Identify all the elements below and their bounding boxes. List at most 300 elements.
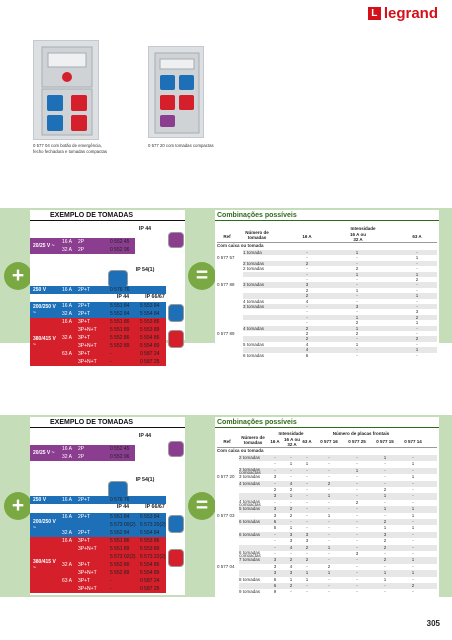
s1right-row-value: 2: [305, 287, 309, 293]
s1right-row-value: -: [306, 320, 308, 326]
s1right-ref-value: 0 577 57: [217, 255, 235, 261]
product-photo-2: [148, 46, 204, 138]
s2right-row-value: 2: [383, 544, 387, 550]
s2right-row-value: 6: [273, 519, 277, 524]
s2left-row-ref-ip44: 5 551 84: [110, 514, 130, 520]
s2right-row-value: 1: [411, 506, 415, 512]
s1left-row-poles: 3P+N+T: [78, 359, 97, 365]
s2right-row-value: -: [384, 589, 386, 595]
s1right-row-value: -: [356, 255, 358, 261]
s1left-row-ref-ip44: 0 552 45: [110, 239, 130, 245]
s2right-row-value: 2: [289, 583, 293, 588]
s1right-row-value: -: [416, 325, 418, 331]
s2right-row-label: 6 tomadas: [239, 531, 261, 537]
s1left-row-amperage: 16 A: [62, 319, 73, 325]
s1right-row-shade: [243, 272, 437, 277]
s2right-row-value: -: [328, 474, 330, 480]
s2right-row-value: -: [356, 493, 358, 499]
s2left-row-ref-ip44: 5 551 89: [110, 546, 130, 552]
s2right-row-value: -: [274, 544, 276, 550]
s2right-row-value: 2: [273, 487, 277, 492]
s2left-row-ref-ip44: 5 552 84: [110, 530, 130, 536]
s2left-row-ref-ip6667: 5 553 84: [140, 514, 160, 520]
s2left-row-ref-ip6667: 5 573 22(2): [140, 554, 166, 560]
s2right-row-value: -: [412, 499, 414, 505]
s2right-row-value: 1: [411, 557, 415, 563]
s1right-row-value: -: [416, 250, 418, 255]
s2right-row-value: -: [274, 480, 276, 486]
s2left-row-poles: 3P+N+T: [78, 546, 97, 552]
s1right-row-label: 4 tomadas: [243, 325, 265, 331]
s2right-row-value: -: [290, 455, 292, 460]
s2right-row-value: -: [306, 525, 308, 531]
s2right-row-value: -: [306, 563, 308, 569]
s1left-plug-image-2: [168, 304, 184, 322]
s2left-voltage-block: 250 V: [30, 496, 60, 504]
s1right-row-value: -: [416, 266, 418, 272]
s1left-row-ref-ip6667: 5 554 89: [140, 343, 160, 349]
s1right-row-value: -: [416, 282, 418, 288]
s2right-row-value: 1: [411, 512, 415, 518]
s2left-row-ref-ip44: 0 552 96: [110, 454, 130, 460]
s2right-header-ref: Ref: [223, 439, 231, 444]
s1left-row-amperage: 16 A: [62, 303, 73, 309]
s2right-row-value: -: [356, 474, 358, 480]
s2right-row-value: -: [306, 474, 308, 480]
s2right-row-value: 3: [289, 570, 293, 576]
s1right-row-value: 1: [355, 314, 359, 320]
s2right-row-value: -: [356, 557, 358, 563]
s2left-row-ref-ip6667: 5 554 89: [140, 570, 160, 576]
s1right-row-value: -: [356, 298, 358, 304]
s1right-row-value: -: [306, 255, 308, 261]
s1left-row-amperage: 63 A: [62, 351, 73, 357]
s2right-row-value: -: [306, 512, 308, 518]
s2right-row-value: -: [306, 499, 308, 505]
s2right-header-plate-ref: 0 577 14: [404, 439, 422, 444]
s1right-header-63a: 63 A: [412, 234, 422, 239]
s2right-row-value: 3: [273, 563, 277, 569]
s1right-row-shade: [243, 326, 437, 331]
s2right-row-value: -: [356, 570, 358, 576]
s2right-row-value: -: [274, 499, 276, 505]
s1left-row-poles: 3P+N+T: [78, 327, 97, 333]
s2right-row-value: -: [306, 455, 308, 460]
s2right-row-value: -: [356, 576, 358, 582]
s1right-ref-value: 0 577 88: [217, 282, 235, 288]
s1right-row-value: 2: [415, 277, 419, 282]
s2right-row-value: 1: [383, 455, 387, 460]
s2left-row-ref-ip6667: 5 553 89: [140, 546, 160, 552]
s1right-row-value: -: [356, 282, 358, 288]
s1right-row-value: -: [306, 250, 308, 255]
product-photo-1: [33, 40, 99, 140]
s2left-row-amperage: 63 A: [62, 578, 73, 584]
s1left-row-poles: 3P+N+T: [78, 343, 97, 349]
s2right-row-value: -: [356, 525, 358, 531]
s1right-row-value: 3: [355, 304, 359, 309]
enclosure-illustration-icon: [149, 47, 205, 139]
equals-icon: =: [188, 262, 216, 290]
s2left-row-amperage: 32 A: [62, 530, 73, 536]
s2right-row-value: 2: [305, 544, 309, 550]
equals-icon: =: [188, 492, 216, 520]
plus-icon: +: [4, 492, 32, 520]
s2right-row-value: -: [356, 538, 358, 544]
s2right-row-value: -: [384, 474, 386, 480]
s2left-row-ref-ip44: 0 576 76: [110, 497, 130, 503]
s2left-row-poles: 3P+N+T: [78, 570, 97, 576]
s2right-header-plate-ref: 0 577 16: [320, 439, 338, 444]
s1right-row-value: 2: [355, 266, 359, 272]
s1right-row-label: 2 tomadas: [243, 260, 265, 266]
brand-logo: [368, 5, 438, 22]
s2right-row-value: -: [384, 551, 386, 556]
s2right-row-value: -: [412, 487, 414, 492]
s1right-row-shade: [243, 315, 437, 320]
s1right-header-ref: Ref: [223, 234, 231, 239]
s1right-row-value: 4: [305, 347, 309, 353]
s2right-row-value: -: [274, 455, 276, 460]
s2right-row-value: -: [412, 551, 414, 556]
s2right-row-value: 3: [273, 474, 277, 480]
s2left-row-poles: 2P+T: [78, 530, 91, 536]
s2left-row-ref-ip6667: 0 587 24: [140, 578, 160, 584]
s2right-row-value: -: [306, 493, 308, 499]
s1right-row-label: 3 tomadas: [243, 304, 265, 309]
s1right-row-shade: [243, 250, 437, 255]
s1right-row-value: -: [416, 331, 418, 336]
s2right-row-value: 3: [273, 512, 277, 518]
s2left-row-ref-ip44: 5 552 89: [110, 570, 130, 576]
s2right-header-plate-ref: 0 577 25: [348, 439, 366, 444]
s1right-row-label: 3 tomadas: [243, 282, 265, 288]
s2right-row-value: 2: [289, 506, 293, 512]
s1right-row-value: -: [356, 336, 358, 342]
s1left-row-ref-ip44: 0 552 96: [110, 247, 130, 253]
s1right-row-value: 6: [305, 352, 309, 358]
s2right-row-value: -: [328, 589, 330, 595]
s2right-row-value: -: [290, 589, 292, 595]
s2right-row-value: 3: [305, 531, 309, 537]
section2-title: EXEMPLO DE TOMADAS: [30, 417, 185, 428]
s2right-row-value: 2: [289, 512, 293, 518]
s1left-row-amperage: 16 A: [62, 287, 73, 293]
s1right-row-value: 2: [355, 331, 359, 336]
s2right-row-value: -: [356, 531, 358, 537]
s2right-row-value: -: [328, 531, 330, 537]
s2right-row-value: -: [412, 589, 414, 595]
s2right-row-value: 3: [305, 538, 309, 544]
s2left-row-ref-ip44: -: [110, 578, 112, 584]
s2right-row-label: 8 tomadas: [239, 576, 261, 582]
s2right-header-intensity: Intensidade: [278, 431, 304, 436]
s2right-row-value: 2: [355, 499, 359, 505]
s1right-row-value: -: [306, 304, 308, 309]
s2right-row-value: -: [306, 467, 308, 473]
photo-caption-1: 0 577 04 com botão de emergência, fecho fechadura e tomadas compactas: [33, 143, 108, 154]
s1right-row-value: -: [416, 352, 418, 358]
s1right-row-value: 1: [415, 293, 419, 299]
s2right-row-value: 2: [383, 557, 387, 563]
s2right-row-value: 2: [383, 538, 387, 544]
s1right-row-value: 1: [355, 250, 359, 255]
s1left-row-poles: 3P+T: [78, 319, 91, 325]
brand-name: legrand: [383, 5, 438, 22]
s2left-row-poles: 3P+T: [78, 578, 91, 584]
s1left-ip44-header: IP 44: [138, 226, 152, 232]
s2right-row-value: -: [412, 563, 414, 569]
s2left-row-poles: 2P+T: [78, 497, 91, 503]
s2left-row-poles: 3P+N+T: [78, 586, 97, 592]
s1right-row-shade: [243, 347, 437, 352]
s2right-row-value: -: [328, 519, 330, 524]
s2left-row-ref-ip6667: 5 573 20(2): [140, 522, 166, 528]
s1left-ip6667-header: IP 66/67: [145, 294, 165, 300]
s2right-row-value: -: [384, 461, 386, 467]
s2right-row-value: -: [290, 474, 292, 480]
s2right-header-plate-ref: 0 577 15: [376, 439, 394, 444]
s2right-row-label: 2 tomadas: [239, 455, 261, 460]
s1right-row-value: -: [356, 309, 358, 315]
s2left-plug-image-0: [168, 441, 184, 457]
s2right-row-value: 3: [355, 551, 359, 556]
s2right-row-label: 2 tomadas compactas: [239, 467, 261, 475]
s2left-ip44-header: IP 44: [138, 433, 152, 439]
s1right-row-value: 2: [415, 336, 419, 342]
s2right-header-16a: 16 A: [270, 439, 280, 444]
s2right-row-value: 1: [327, 570, 331, 576]
s1left-row-amperage: 32 A: [62, 311, 73, 317]
s2right-row-value: 1: [411, 570, 415, 576]
s2right-row-value: -: [306, 551, 308, 556]
s2right-row-value: 3: [273, 557, 277, 563]
s2right-row-value: -: [356, 512, 358, 518]
s2right-ref-value: 0 577 04: [217, 563, 235, 569]
s2right-row-value: -: [412, 467, 414, 473]
s2right-row-value: -: [356, 589, 358, 595]
s2right-row-value: -: [356, 480, 358, 486]
s2right-row-value: -: [328, 551, 330, 556]
s2right-row-value: 5: [273, 525, 277, 531]
s2right-row-label: 6 tomadas: [239, 519, 261, 524]
s1left-row-ref-ip44: 0 576 76: [110, 287, 130, 293]
s2left-row-ref-ip44: 5 552 86: [110, 562, 130, 568]
s2right-row-value: -: [328, 467, 330, 473]
s1right-header-num: Número de tomadas: [245, 230, 269, 240]
s2right-row-value: -: [412, 455, 414, 460]
s2right-row-value: -: [274, 531, 276, 537]
s2right-row-value: 3: [273, 570, 277, 576]
s1left-ip54-header: IP 54(1): [135, 267, 155, 273]
s2right-row-value: 2: [383, 519, 387, 524]
s2right-row-label: 4 tomadas compactas: [239, 499, 261, 507]
s2right-row-value: -: [356, 487, 358, 492]
s2right-row-value: -: [306, 583, 308, 588]
s2left-row-amperage: 16 A: [62, 514, 73, 520]
s2right-row-value: -: [306, 519, 308, 524]
s1left-row-ref-ip44: 5 552 89: [110, 343, 130, 349]
s2right-row-value: -: [356, 506, 358, 512]
s2right-row-value: 3: [289, 538, 293, 544]
s1left-plug-image-0: [168, 232, 184, 248]
s2right-row-value: -: [328, 576, 330, 582]
s1right-row-label: 6 tomadas: [243, 352, 265, 358]
s2right-row-value: 1: [411, 474, 415, 480]
s1right-row-value: 2: [305, 336, 309, 342]
s2left-row-amperage: 16 A: [62, 538, 73, 544]
s2right-row-label: 4 tomadas: [239, 480, 261, 486]
s2right-row-value: 1: [289, 576, 293, 582]
s2right-row-label: 9 tomadas: [239, 589, 261, 595]
s1left-row-ref-ip44: 5 551 89: [110, 327, 130, 333]
s1right-row-value: 4: [305, 298, 309, 304]
s1left-row-ref-ip6667: 5 554 86: [140, 335, 160, 341]
s2right-row-value: -: [384, 512, 386, 518]
s2left-ip54-header: IP 54(1): [135, 477, 155, 483]
s1right-row-value: 4: [305, 341, 309, 347]
plus-icon: +: [4, 262, 32, 290]
s2right-row-value: -: [412, 493, 414, 499]
s2right-ref-value: 0 577 03: [217, 512, 235, 518]
s2right-row-value: 2: [327, 563, 331, 569]
s1left-row-amperage: 32 A: [62, 247, 73, 253]
s1left-row-ref-ip6667: 0 587 24: [140, 351, 160, 357]
s2right-row-value: -: [290, 551, 292, 556]
s1right-row-value: -: [306, 271, 308, 277]
s2right-row-value: 1: [355, 467, 359, 473]
s2left-ip44-second-header: IP 44: [116, 504, 130, 510]
s2right-row-value: 1: [305, 461, 309, 467]
s1left-voltage-block: 200/250 V ~: [30, 302, 60, 318]
s1right-row-shade: [243, 293, 437, 298]
s1right-row-value: 2: [305, 325, 309, 331]
s2left-row-amperage: 32 A: [62, 562, 73, 568]
s2left-voltage-block: 20/25 V ~: [30, 445, 60, 461]
s1left-row-ref-ip6667: 5 553 86: [140, 319, 160, 325]
s1right-row-value: 1: [415, 347, 419, 353]
s1right-row-label: 4 tomadas: [243, 298, 265, 304]
page-number: 305: [426, 619, 440, 628]
s1right-row-value: -: [306, 277, 308, 282]
s2left-ip6667-header: IP 66/67: [145, 504, 165, 510]
s2right-row-value: 3: [383, 531, 387, 537]
s2right-row-value: -: [328, 499, 330, 505]
s2right-row-value: -: [384, 499, 386, 505]
s2right-row-value: -: [384, 480, 386, 486]
s1right-row-label: 2 tomadas: [243, 266, 265, 272]
section1-title: EXEMPLO DE TOMADAS: [30, 210, 185, 221]
s2right-row-value: 4: [289, 563, 293, 569]
s1right-row-value: 2: [415, 314, 419, 320]
s1right-row-value: 2: [305, 260, 309, 266]
s1right-row-value: -: [416, 304, 418, 309]
s2right-row-value: -: [384, 563, 386, 569]
s2right-row-value: -: [328, 455, 330, 460]
s2right-header-plates: Número de placas frontais: [332, 431, 390, 436]
s1left-row-amperage: 32 A: [62, 335, 73, 341]
s1right-row-value: 1: [355, 287, 359, 293]
s1right-row-value: -: [356, 352, 358, 358]
s2right-row-value: 1: [383, 506, 387, 512]
s2right-row-value: 1: [305, 570, 309, 576]
s2right-row-value: -: [328, 506, 330, 512]
s2right-row-value: -: [290, 519, 292, 524]
s2right-row-value: -: [412, 531, 414, 537]
s2right-row-value: -: [412, 544, 414, 550]
s2right-row-value: 4: [289, 544, 293, 550]
s2right-row-value: 2: [327, 480, 331, 486]
s2left-row-poles: 2P+T: [78, 514, 91, 520]
s1right-row-value: -: [356, 277, 358, 282]
s2right-row-value: 1: [327, 512, 331, 518]
s2right-row-value: 1: [289, 525, 293, 531]
s1right-row-value: 3: [415, 309, 419, 315]
s2right-row-value: -: [328, 538, 330, 544]
s1left-row-ref-ip6667: 5 553 84: [140, 303, 160, 309]
s1right-row-value: -: [356, 260, 358, 266]
s2right-subhead: Com caixa ou tomada: [217, 448, 264, 453]
section2-combinations-title: Combinações possíveis: [215, 417, 439, 428]
s2right-row-value: -: [384, 583, 386, 588]
s2right-row-value: 3: [273, 493, 277, 499]
s2right-row-value: -: [306, 506, 308, 512]
s2right-row-value: 4: [289, 480, 293, 486]
s1right-row-value: 1: [355, 271, 359, 277]
s2right-row-value: 1: [289, 461, 293, 467]
s2right-row-value: -: [328, 583, 330, 588]
s1right-row-shade: [243, 282, 437, 287]
s2left-row-ref-ip44: -: [110, 586, 112, 592]
s1right-row-value: 1: [415, 320, 419, 326]
brand-mark-icon: L: [368, 7, 381, 20]
s2left-row-ref-ip44: 5 573 02(2): [110, 554, 136, 560]
s2right-row-value: 1: [305, 576, 309, 582]
s2right-row-value: -: [274, 551, 276, 556]
s1right-row-label: 5 tomadas: [243, 341, 265, 347]
s1right-row-value: 1: [355, 325, 359, 331]
s1left-ip44-second-header: IP 44: [116, 294, 130, 300]
s1left-row-poles: 2P+T: [78, 303, 91, 309]
s2right-row-value: -: [328, 461, 330, 467]
s2right-row-value: -: [328, 487, 330, 492]
s2right-row-value: -: [412, 576, 414, 582]
s1right-row-value: -: [306, 314, 308, 320]
s2left-row-poles: 2P: [78, 454, 85, 460]
s2left-voltage-block: 380/415 V ~: [30, 537, 60, 593]
s2right-row-value: -: [306, 487, 308, 492]
s2right-row-value: 2: [289, 487, 293, 492]
s1right-row-value: 2: [305, 293, 309, 299]
s2left-row-poles: 2P: [78, 446, 85, 452]
s1right-row-label: 1 tomada: [243, 250, 262, 255]
s2right-row-value: -: [356, 455, 358, 460]
s1left-row-ref-ip6667: 5 554 84: [140, 311, 160, 317]
s1right-ref-value: 0 577 89: [217, 331, 235, 336]
s1right-header-16-32a: 16 A ou 32 A: [350, 232, 366, 242]
s2right-row-value: -: [328, 557, 330, 563]
s1left-row-amperage: 16 A: [62, 239, 73, 245]
s1left-voltage-block: 250 V: [30, 286, 60, 294]
s1left-row-poles: 3P+T: [78, 335, 91, 341]
s2right-row-value: 3: [289, 531, 293, 537]
s1right-row-value: -: [416, 260, 418, 266]
s1left-row-ref-ip44: 5 551 86: [110, 319, 130, 325]
s1right-row-shade: [243, 261, 437, 266]
photo-caption-2: 0 577 20 com tomadas compactas: [148, 143, 214, 148]
s2right-row-value: 1: [383, 570, 387, 576]
s2right-row-value: -: [412, 480, 414, 486]
